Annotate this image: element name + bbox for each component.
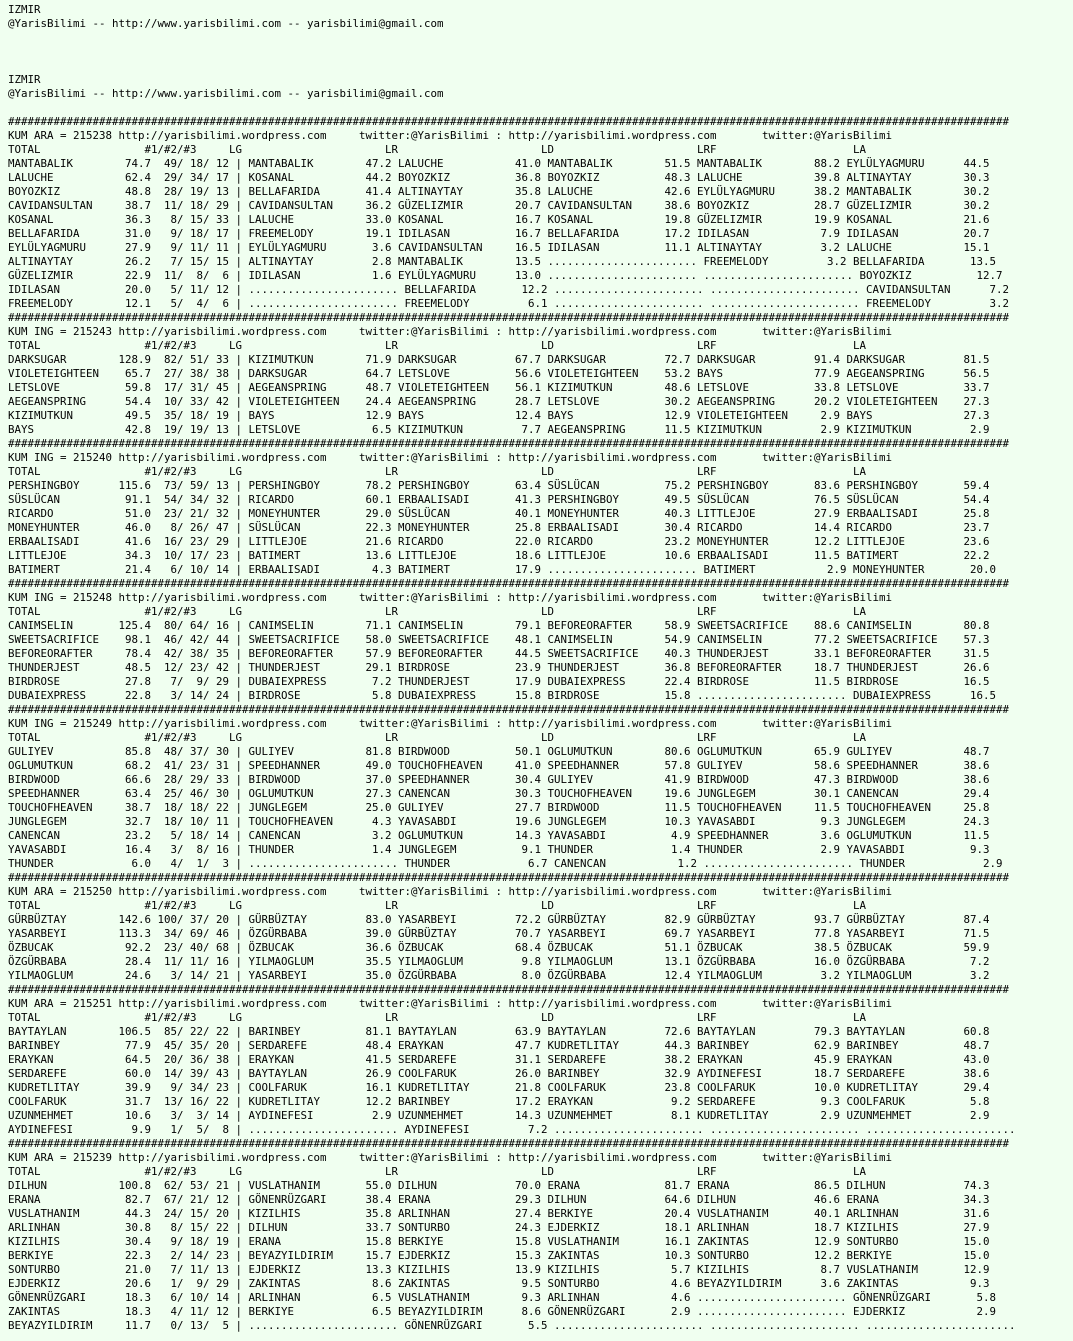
horse-row: CANENCAN 23.2 5/ 18/ 14 | CANENCAN 3.2 OGLUMUTKUN 14.3 YAVASABDI 4.9 SPEEDHANNER 3.6 OGLUMUTKUN 11.5 — [8, 829, 990, 842]
race-header: KUM ARA = 215238 http://yarisbilimi.wordpress.com twitter:@YarisBilimi : http://yarisbilimi.wordpress.com twitter:@YarisBilimi — [8, 129, 893, 142]
horse-row: BERKIYE 22.3 2/ 14/ 23 | BEYAZYILDIRIM 15.7 EJDERKIZ 15.3 ZAKINTAS 10.3 SONTURBO 12.2 BERKIYE 15.0 — [8, 1249, 990, 1262]
horse-row: FREEMELODY 12.1 5/ 4/ 6 | ....................... FREEMELODY 6.1 ....................... ....................... FREEMELODY 3.2 — [8, 297, 1010, 310]
section-divider: ########################################################################################################################################################## — [8, 311, 1010, 324]
race-header: KUM ARA = 215250 http://yarisbilimi.wordpress.com twitter:@YarisBilimi : http://yarisbilimi.wordpress.com twitter:@YarisBilimi — [8, 885, 893, 898]
race-header: KUM ING = 215249 http://yarisbilimi.wordpress.com twitter:@YarisBilimi : http://yarisbilimi.wordpress.com twitter:@YarisBilimi — [8, 717, 893, 730]
section-divider: ########################################################################################################################################################## — [8, 703, 1010, 716]
section-divider: ########################################################################################################################################################## — [8, 115, 1010, 128]
horse-row: KIZILHIS 30.4 9/ 18/ 19 | ERANA 15.8 BERKIYE 15.8 VUSLATHANIM 16.1 ZAKINTAS 12.9 SONTURBO 15.0 — [8, 1235, 990, 1248]
column-header: TOTAL #1/#2/#3 LG LR LD LRF LA — [8, 731, 867, 744]
horse-row: ZAKINTAS 18.3 4/ 11/ 12 | BERKIYE 6.5 BEYAZYILDIRIM 8.6 GÖNENRÜZGARI 2.9 ....................... EJDERKIZ 2.9 — [8, 1305, 997, 1318]
race-header: KUM ARA = 215239 http://yarisbilimi.wordpress.com twitter:@YarisBilimi : http://yarisbilimi.wordpress.com twitter:@YarisBilimi — [8, 1151, 893, 1164]
horse-row: LETSLOVE 59.8 17/ 31/ 45 | AEGEANSPRING 48.7 VIOLETEIGHTEEN 56.1 KIZIMUTKUN 48.6 LETSLOVE 33.8 LETSLOVE 33.7 — [8, 381, 990, 394]
horse-row: BELLAFARIDA 31.0 9/ 18/ 17 | FREEMELODY 19.1 IDILASAN 16.7 BELLAFARIDA 17.2 IDILASAN 7.9 IDILASAN 20.7 — [8, 227, 990, 240]
horse-row: TOUCHOFHEAVEN 38.7 18/ 18/ 22 | JUNGLEGEM 25.0 GULIYEV 27.7 BIRDWOOD 11.5 TOUCHOFHEAVEN 11.5 TOUCHOFHEAVEN 25.8 — [8, 801, 990, 814]
horse-row: GÜRBÜZTAY 142.6 100/ 37/ 20 | GÜRBÜZTAY 83.0 YASARBEYI 72.2 GÜRBÜZTAY 82.9 GÜRBÜZTAY 93.7 GÜRBÜZTAY 87.4 — [8, 913, 990, 926]
horse-row: ARLINHAN 30.8 8/ 15/ 22 | DILHUN 33.7 SONTURBO 24.3 EJDERKIZ 18.1 ARLINHAN 18.7 KIZILHIS 27.9 — [8, 1221, 990, 1234]
horse-row: GÜZELIZMIR 22.9 11/ 8/ 6 | IDILASAN 1.6 EYLÜLYAGMURU 13.0 ....................... ....................... BOYOZKIZ 12.7 — [8, 269, 1003, 282]
horse-row: YASARBEYI 113.3 34/ 69/ 46 | ÖZGÜRBABA 39.0 GÜRBÜZTAY 70.7 YASARBEYI 69.7 YASARBEYI 77.8 YASARBEYI 71.5 — [8, 927, 990, 940]
horse-row: DILHUN 100.8 62/ 53/ 21 | VUSLATHANIM 55.0 DILHUN 70.0 ERANA 81.7 ERANA 86.5 DILHUN 74.3 — [8, 1179, 990, 1192]
section-divider: ########################################################################################################################################################## — [8, 1137, 1010, 1150]
horse-row: THUNDERJEST 48.5 12/ 23/ 42 | THUNDERJEST 29.1 BIRDROSE 23.9 THUNDERJEST 36.8 BEFOREORAFTER 18.7 THUNDERJEST 26.6 — [8, 661, 990, 674]
horse-row: YILMAOGLUM 24.6 3/ 14/ 21 | YASARBEYI 35.0 ÖZGÜRBABA 8.0 ÖZGÜRBABA 12.4 YILMAOGLUM 3.2 YILMAOGLUM 3.2 — [8, 969, 990, 982]
horse-row: MONEYHUNTER 46.0 8/ 26/ 47 | SÜSLÜCAN 22.3 MONEYHUNTER 25.8 ERBAALISADI 30.4 RICARDO 14.4 RICARDO 23.7 — [8, 521, 990, 534]
horse-row: DARKSUGAR 128.9 82/ 51/ 33 | KIZIMUTKUN 71.9 DARKSUGAR 67.7 DARKSUGAR 72.7 DARKSUGAR 91.4 DARKSUGAR 81.5 — [8, 353, 990, 366]
horse-row: KUDRETLITAY 39.9 9/ 34/ 23 | COOLFARUK 16.1 KUDRETLITAY 21.8 COOLFARUK 23.8 COOLFARUK 10.0 KUDRETLITAY 29.4 — [8, 1081, 990, 1094]
race-header: KUM ING = 215240 http://yarisbilimi.wordpress.com twitter:@YarisBilimi : http://yarisbilimi.wordpress.com twitter:@YarisBilimi — [8, 451, 893, 464]
horse-row: LITTLEJOE 34.3 10/ 17/ 23 | BATIMERT 13.6 LITTLEJOE 18.6 LITTLEJOE 10.6 ERBAALISADI 11.5 BATIMERT 22.2 — [8, 549, 990, 562]
horse-row: CANIMSELIN 125.4 80/ 64/ 16 | CANIMSELIN 71.1 CANIMSELIN 79.1 BEFOREORAFTER 58.9 SWEETSACRIFICE 88.6 CANIMSELIN 80.8 — [8, 619, 990, 632]
city-title: IZMIR — [8, 73, 41, 86]
contact-line: @YarisBilimi -- http://www.yarisbilimi.com -- yarisbilimi@gmail.com — [8, 17, 444, 30]
horse-row: BATIMERT 21.4 6/ 10/ 14 | ERBAALISADI 4.3 BATIMERT 17.9 ....................... BATIMERT 2.9 MONEYHUNTER 20.0 — [8, 563, 997, 576]
city-title: IZMIR — [8, 3, 41, 16]
section-divider: ########################################################################################################################################################## — [8, 871, 1010, 884]
section-divider: ########################################################################################################################################################## — [8, 437, 1010, 450]
horse-row: LALUCHE 62.4 29/ 34/ 17 | KOSANAL 44.2 BOYOZKIZ 36.8 BOYOZKIZ 48.3 LALUCHE 39.8 ALTINAYTAY 30.3 — [8, 171, 990, 184]
horse-row: ÖZBUCAK 92.2 23/ 40/ 68 | ÖZBUCAK 36.6 ÖZBUCAK 68.4 ÖZBUCAK 51.1 ÖZBUCAK 38.5 ÖZBUCAK 59.9 — [8, 941, 990, 954]
horse-row: YAVASABDI 16.4 3/ 8/ 16 | THUNDER 1.4 JUNGLEGEM 9.1 THUNDER 1.4 THUNDER 2.9 YAVASABDI 9.3 — [8, 843, 990, 856]
horse-row: COOLFARUK 31.7 13/ 16/ 22 | KUDRETLITAY 12.2 BARINBEY 17.2 ERAYKAN 9.2 SERDAREFE 9.3 COOLFARUK 5.8 — [8, 1095, 990, 1108]
horse-row: EYLÜLYAGMURU 27.9 9/ 11/ 11 | EYLÜLYAGMURU 3.6 CAVIDANSULTAN 16.5 IDILASAN 11.1 ALTINAYTAY 3.2 LALUCHE 15.1 — [8, 241, 990, 254]
section-divider: ########################################################################################################################################################## — [8, 577, 1010, 590]
horse-row: MANTABALIK 74.7 49/ 18/ 12 | MANTABALIK 47.2 LALUCHE 41.0 MANTABALIK 51.5 MANTABALIK 88.2 EYLÜLYAGMURU 44.5 — [8, 157, 990, 170]
horse-row: EJDERKIZ 20.6 1/ 9/ 29 | ZAKINTAS 8.6 ZAKINTAS 9.5 SONTURBO 4.6 BEYAZYILDIRIM 3.6 ZAKINTAS 9.3 — [8, 1277, 990, 1290]
race-header: KUM ING = 215248 http://yarisbilimi.wordpress.com twitter:@YarisBilimi : http://yarisbilimi.wordpress.com twitter:@YarisBilimi — [8, 591, 893, 604]
horse-row: VUSLATHANIM 44.3 24/ 15/ 20 | KIZILHIS 35.8 ARLINHAN 27.4 BERKIYE 20.4 VUSLATHANIM 40.1 ARLINHAN 31.6 — [8, 1207, 990, 1220]
horse-row: SONTURBO 21.0 7/ 11/ 13 | EJDERKIZ 13.3 KIZILHIS 13.9 KIZILHIS 5.7 KIZILHIS 8.7 VUSLATHANIM 12.9 — [8, 1263, 990, 1276]
column-header: TOTAL #1/#2/#3 LG LR LD LRF LA — [8, 1165, 867, 1178]
horse-row: UZUNMEHMET 10.6 3/ 3/ 14 | AYDINEFESI 2.9 UZUNMEHMET 14.3 UZUNMEHMET 8.1 KUDRETLITAY 2.9 UZUNMEHMET 2.9 — [8, 1109, 990, 1122]
horse-row: DUBAIEXPRESS 22.8 3/ 14/ 24 | BIRDROSE 5.8 DUBAIEXPRESS 15.8 BIRDROSE 15.8 ....................... DUBAIEXPRESS 16.5 — [8, 689, 997, 702]
horse-row: BIRDWOOD 66.6 28/ 29/ 33 | BIRDWOOD 37.0 SPEEDHANNER 30.4 GULIYEV 41.9 BIRDWOOD 47.3 BIRDWOOD 38.6 — [8, 773, 990, 786]
horse-row: CAVIDANSULTAN 38.7 11/ 18/ 29 | CAVIDANSULTAN 36.2 GÜZELIZMIR 20.7 CAVIDANSULTAN 38.6 BOYOZKIZ 28.7 GÜZELIZMIR 30.2 — [8, 199, 990, 212]
horse-row: PERSHINGBOY 115.6 73/ 59/ 13 | PERSHINGBOY 78.2 PERSHINGBOY 63.4 SÜSLÜCAN 75.2 PERSHINGBOY 83.6 PERSHINGBOY 59.4 — [8, 479, 990, 492]
horse-row: VIOLETEIGHTEEN 65.7 27/ 38/ 38 | DARKSUGAR 64.7 LETSLOVE 56.6 VIOLETEIGHTEEN 53.2 BAYS 77.9 AEGEANSPRING 56.5 — [8, 367, 990, 380]
horse-row: ERBAALISADI 41.6 16/ 23/ 29 | LITTLEJOE 21.6 RICARDO 22.0 RICARDO 23.2 MONEYHUNTER 12.2 LITTLEJOE 23.6 — [8, 535, 990, 548]
horse-row: ÖZGÜRBABA 28.4 11/ 11/ 16 | YILMAOGLUM 35.5 YILMAOGLUM 9.8 YILMAOGLUM 13.1 ÖZGÜRBABA 16.0 ÖZGÜRBABA 7.2 — [8, 955, 990, 968]
horse-row: KOSANAL 36.3 8/ 15/ 33 | LALUCHE 33.0 KOSANAL 16.7 KOSANAL 19.8 GÜZELIZMIR 19.9 KOSANAL 21.6 — [8, 213, 990, 226]
horse-row: BEFOREORAFTER 78.4 42/ 38/ 35 | BEFOREORAFTER 57.9 BEFOREORAFTER 44.5 SWEETSACRIFICE 40.3 THUNDERJEST 33.1 BEFOREORAFTER 31.5 — [8, 647, 990, 660]
column-header: TOTAL #1/#2/#3 LG LR LD LRF LA — [8, 339, 867, 352]
horse-row: AEGEANSPRING 54.4 10/ 33/ 42 | VIOLETEIGHTEEN 24.4 AEGEANSPRING 28.7 LETSLOVE 30.2 AEGEANSPRING 20.2 VIOLETEIGHTEEN 27.3 — [8, 395, 990, 408]
column-header: TOTAL #1/#2/#3 LG LR LD LRF LA — [8, 605, 867, 618]
race-header: KUM ARA = 215251 http://yarisbilimi.wordpress.com twitter:@YarisBilimi : http://yarisbilimi.wordpress.com twitter:@YarisBilimi — [8, 997, 893, 1010]
horse-row: JUNGLEGEM 32.7 18/ 10/ 11 | TOUCHOFHEAVEN 4.3 YAVASABDI 19.6 JUNGLEGEM 10.3 YAVASABDI 9.3 JUNGLEGEM 24.3 — [8, 815, 990, 828]
horse-row: THUNDER 6.0 4/ 1/ 3 | ....................... THUNDER 6.7 CANENCAN 1.2 ....................... THUNDER 2.9 — [8, 857, 1003, 870]
horse-row: SÜSLÜCAN 91.1 54/ 34/ 32 | RICARDO 60.1 ERBAALISADI 41.3 PERSHINGBOY 49.5 SÜSLÜCAN 76.5 SÜSLÜCAN 54.4 — [8, 493, 990, 506]
column-header: TOTAL #1/#2/#3 LG LR LD LRF LA — [8, 1011, 867, 1024]
horse-row: SERDAREFE 60.0 14/ 39/ 43 | BAYTAYLAN 26.9 COOLFARUK 26.0 BARINBEY 32.9 AYDINEFESI 18.7 SERDAREFE 38.6 — [8, 1067, 990, 1080]
horse-row: ALTINAYTAY 26.2 7/ 15/ 15 | ALTINAYTAY 2.8 MANTABALIK 13.5 ....................... FREEMELODY 3.2 BELLAFARIDA 13.5 — [8, 255, 997, 268]
column-header: TOTAL #1/#2/#3 LG LR LD LRF LA — [8, 143, 867, 156]
column-header: TOTAL #1/#2/#3 LG LR LD LRF LA — [8, 899, 867, 912]
horse-row: GULIYEV 85.8 48/ 37/ 30 | GULIYEV 81.8 BIRDWOOD 50.1 OGLUMUTKUN 80.6 OGLUMUTKUN 65.9 GULIYEV 48.7 — [8, 745, 990, 758]
horse-row: BEYAZYILDIRIM 11.7 0/ 13/ 5 | ....................... GÖNENRÜZGARI 5.5 ....................... ....................... ....................... — [8, 1319, 1016, 1332]
horse-row: IDILASAN 20.0 5/ 11/ 12 | ....................... BELLAFARIDA 12.2 ....................... ....................... CAVIDANSULTAN 7.2 — [8, 283, 1010, 296]
horse-row: ERAYKAN 64.5 20/ 36/ 38 | ERAYKAN 41.5 SERDAREFE 31.1 SERDAREFE 38.2 ERAYKAN 45.9 ERAYKAN 43.0 — [8, 1053, 990, 1066]
horse-row: BOYOZKIZ 48.8 28/ 19/ 13 | BELLAFARIDA 41.4 ALTINAYTAY 35.8 LALUCHE 42.6 EYLÜLYAGMURU 38.2 MANTABALIK 30.2 — [8, 185, 990, 198]
horse-row: RICARDO 51.0 23/ 21/ 32 | MONEYHUNTER 29.0 SÜSLÜCAN 40.1 MONEYHUNTER 40.3 LITTLEJOE 27.9 ERBAALISADI 25.8 — [8, 507, 990, 520]
horse-row: SPEEDHANNER 63.4 25/ 46/ 30 | OGLUMUTKUN 27.3 CANENCAN 30.3 TOUCHOFHEAVEN 19.6 JUNGLEGEM 30.1 CANENCAN 29.4 — [8, 787, 990, 800]
race-header: KUM ING = 215243 http://yarisbilimi.wordpress.com twitter:@YarisBilimi : http://yarisbilimi.wordpress.com twitter:@YarisBilimi — [8, 325, 893, 338]
column-header: TOTAL #1/#2/#3 LG LR LD LRF LA — [8, 465, 867, 478]
horse-row: GÖNENRÜZGARI 18.3 6/ 10/ 14 | ARLINHAN 6.5 VUSLATHANIM 9.3 ARLINHAN 4.6 ....................... GÖNENRÜZGARI 5.8 — [8, 1291, 997, 1304]
horse-row: BAYTAYLAN 106.5 85/ 22/ 22 | BARINBEY 81.1 BAYTAYLAN 63.9 BAYTAYLAN 72.6 BAYTAYLAN 79.3 BAYTAYLAN 60.8 — [8, 1025, 990, 1038]
contact-line: @YarisBilimi -- http://www.yarisbilimi.com -- yarisbilimi@gmail.com — [8, 87, 444, 100]
horse-row: BAYS 42.8 19/ 19/ 13 | LETSLOVE 6.5 KIZIMUTKUN 7.7 AEGEANSPRING 11.5 KIZIMUTKUN 2.9 KIZIMUTKUN 2.9 — [8, 423, 990, 436]
horse-row: BARINBEY 77.9 45/ 35/ 20 | SERDAREFE 48.4 ERAYKAN 47.7 KUDRETLITAY 44.3 BARINBEY 62.9 BARINBEY 48.7 — [8, 1039, 990, 1052]
horse-row: SWEETSACRIFICE 98.1 46/ 42/ 44 | SWEETSACRIFICE 58.0 SWEETSACRIFICE 48.1 CANIMSELIN 54.9 CANIMSELIN 77.2 SWEETSACRIFICE 57.3 — [8, 633, 990, 646]
horse-row: AYDINEFESI 9.9 1/ 5/ 8 | ....................... AYDINEFESI 7.2 ....................... ....................... ....................... — [8, 1123, 1016, 1136]
horse-row: BIRDROSE 27.8 7/ 9/ 29 | DUBAIEXPRESS 7.2 THUNDERJEST 17.9 DUBAIEXPRESS 22.4 BIRDROSE 11.5 BIRDROSE 16.5 — [8, 675, 990, 688]
horse-row: ERANA 82.7 67/ 21/ 12 | GÖNENRÜZGARI 38.4 ERANA 29.3 DILHUN 64.6 DILHUN 46.6 ERANA 34.3 — [8, 1193, 990, 1206]
section-divider: ########################################################################################################################################################## — [8, 983, 1010, 996]
horse-row: OGLUMUTKUN 68.2 41/ 23/ 31 | SPEEDHANNER 49.0 TOUCHOFHEAVEN 41.0 SPEEDHANNER 57.8 GULIYEV 58.6 SPEEDHANNER 38.6 — [8, 759, 990, 772]
horse-row: KIZIMUTKUN 49.5 35/ 18/ 19 | BAYS 12.9 BAYS 12.4 BAYS 12.9 VIOLETEIGHTEEN 2.9 BAYS 27.3 — [8, 409, 990, 422]
